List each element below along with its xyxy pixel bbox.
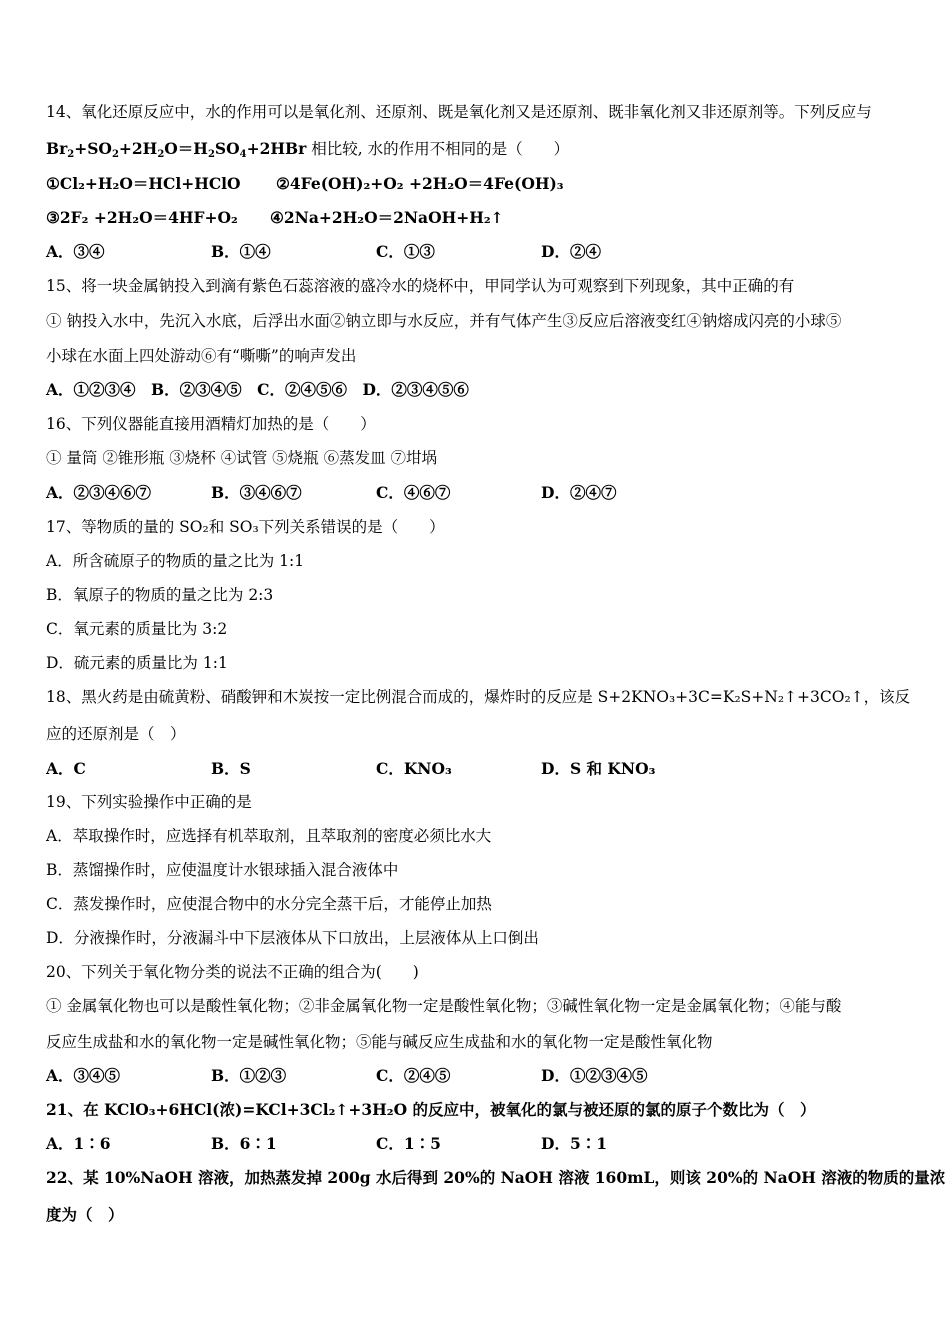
q14-option-b[interactable]: B．①④ <box>211 242 271 261</box>
q18-option-b[interactable]: B．S <box>211 759 251 778</box>
q14-reference-reaction: $Br_2+SO_2+2H_2O=H_2SO_4+2HBr$ <box>46 139 307 160</box>
q21-option-b[interactable]: B．6∶1 <box>211 1134 277 1153</box>
q22-stem-line2: 度为（ ） <box>46 1205 124 1224</box>
q14-reaction-3: ③2F₂ +2H₂O＝4HF+O₂ <box>46 208 238 227</box>
q15-stem-line2: ① 钠投入水中，先沉入水底，后浮出水面②钠立即与水反应，并有气体产生③反应后溶液变红④钠熔成闪亮的小球⑤ <box>46 312 842 330</box>
q14-option-a[interactable]: A．③④ <box>46 242 105 261</box>
q21-option-c[interactable]: C．1∶5 <box>376 1134 441 1153</box>
q16-option-b[interactable]: B．③④⑥⑦ <box>211 483 302 502</box>
q16-stem-line1: 16、下列仪器能直接用酒精灯加热的是（ ） <box>46 415 376 433</box>
q16-option-c[interactable]: C．④⑥⑦ <box>376 483 451 502</box>
q15-options[interactable]: A．①②③④ B．②③④⑤ C．②④⑤⑥ D．②③④⑤⑥ <box>46 380 469 399</box>
q21-stem-line1: 21、在 KClO₃+6HCl(浓)=KCl+3Cl₂↑+3H₂O 的反应中，被氧化的氯与被还原的氯的原子个数比为（ ） <box>46 1100 816 1119</box>
q14-reaction-2: ②4Fe(OH)₂+O₂ +2H₂O＝4Fe(OH)₃ <box>276 174 564 193</box>
q14-option-d[interactable]: D．②④ <box>541 242 601 261</box>
q14-option-c[interactable]: C．①③ <box>376 242 435 261</box>
q20-option-b[interactable]: B．①②③ <box>211 1066 287 1085</box>
q19-option-d[interactable]: D．分液操作时，分液漏斗中下层液体从下口放出，上层液体从上口倒出 <box>46 929 539 947</box>
q20-stem-line2: ① 金属氧化物也可以是酸性氧化物；②非金属氧化物一定是酸性氧化物；③碱性氧化物一定是金属氧化物；④能与酸 <box>46 997 842 1015</box>
q17-option-c[interactable]: C．氧元素的质量比为 3:2 <box>46 620 228 638</box>
q17-option-a[interactable]: A．所含硫原子的物质的量之比为 1:1 <box>46 552 305 570</box>
q17-option-d[interactable]: D．硫元素的质量比为 1:1 <box>46 654 228 672</box>
q16-stem-line2: ① 量筒 ②锥形瓶 ③烧杯 ④试管 ⑤烧瓶 ⑥蒸发皿 ⑦坩埚 <box>46 449 437 467</box>
q20-stem-line3: 反应生成盐和水的氧化物一定是碱性氧化物；⑤能与碱反应生成盐和水的氧化物一定是酸性氧化物 <box>46 1033 713 1051</box>
q16-option-a[interactable]: A．②③④⑥⑦ <box>46 483 152 502</box>
q16-option-d[interactable]: D．②④⑦ <box>541 483 617 502</box>
q19-option-a[interactable]: A．萃取操作时，应选择有机萃取剂，且萃取剂的密度必须比水大 <box>46 827 492 845</box>
q22-stem-line1: 22、某 10%NaOH 溶液，加热蒸发掉 200g 水后得到 20%的 NaOH 溶液 160mL，则该 20%的 NaOH 溶液的物质的量浓 <box>46 1168 946 1187</box>
q20-option-a[interactable]: A．③④⑤ <box>46 1066 121 1085</box>
q14-stem-line2 <box>46 139 910 159</box>
q18-option-d[interactable]: D．S 和 KNO₃ <box>541 759 656 778</box>
q18-option-c[interactable]: C．KNO₃ <box>376 759 452 778</box>
q18-stem-line1: 18、黑火药是由硫黄粉、硝酸钾和木炭按一定比例混合而成的，爆炸时的反应是 S+2KNO₃+3C=K₂S+N₂↑+3CO₂↑，该反 <box>46 688 911 706</box>
q15-stem-line1: 15、将一块金属钠投入到滴有紫色石蕊溶液的盛冷水的烧杯中，甲同学认为可观察到下列现象，其中正确的有 <box>46 277 795 295</box>
q19-option-c[interactable]: C．蒸发操作时，应使混合物中的水分完全蒸干后，才能停止加热 <box>46 895 492 913</box>
q19-stem-line1: 19、下列实验操作中正确的是 <box>46 793 252 811</box>
q20-option-c[interactable]: C．②④⑤ <box>376 1066 451 1085</box>
q21-option-d[interactable]: D．5∶1 <box>541 1134 608 1153</box>
q17-stem-line1: 17、等物质的量的 SO₂和 SO₃下列关系错误的是（ ） <box>46 518 445 536</box>
q21-option-a[interactable]: A．1∶6 <box>46 1134 111 1153</box>
q20-stem-line1: 20、下列关于氧化物分类的说法不正确的组合为( ) <box>46 963 419 981</box>
q14-reaction-4: ④2Na+2H₂O＝2NaOH+H₂↑ <box>270 208 504 227</box>
q14-stem-line1: 14、氧化还原反应中，水的作用可以是氧化剂、还原剂、既是氧化剂又是还原剂、既非氧化剂又非还原剂等。下列反应与 <box>46 103 872 121</box>
q20-option-d[interactable]: D．①②③④⑤ <box>541 1066 648 1085</box>
q14-reaction-1: ①Cl₂+H₂O＝HCl+HClO <box>46 174 241 193</box>
q19-option-b[interactable]: B．蒸馏操作时，应使温度计水银球插入混合液体中 <box>46 861 399 879</box>
q17-option-b[interactable]: B．氧原子的物质的量之比为 2:3 <box>46 586 274 604</box>
q18-stem-line2: 应的还原剂是（ ） <box>46 725 186 743</box>
q14-stem-tail: 相比较, 水的作用不相同的是（ ） <box>311 140 570 158</box>
q18-option-a[interactable]: A．C <box>46 759 86 778</box>
q15-stem-line3: 小球在水面上四处游动⑥有“嘶嘶”的响声发出 <box>46 347 357 365</box>
